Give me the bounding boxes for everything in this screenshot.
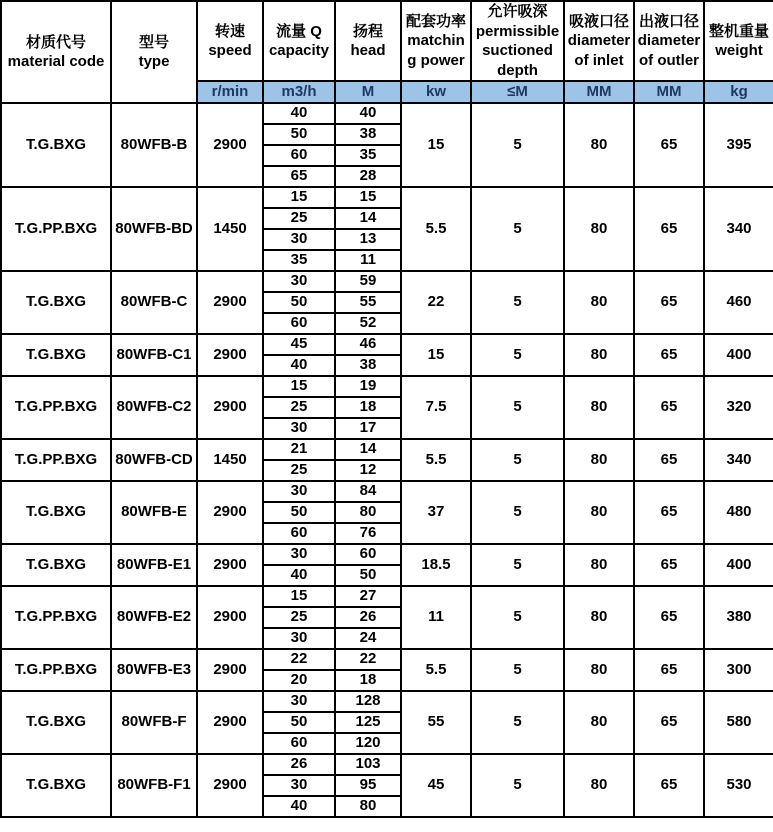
col-header-power	[401, 1, 471, 81]
cell-material-code: T.G.PP.BXG	[1, 439, 111, 481]
cell-head: 38	[335, 355, 401, 376]
col-header-capacity	[263, 1, 335, 81]
table-header	[1, 1, 773, 103]
cell-capacity: 25	[263, 607, 335, 628]
cell-weight: 480	[704, 481, 773, 544]
cell-inlet-diameter: 80	[564, 103, 634, 187]
cell-type: 80WFB-F1	[111, 754, 197, 817]
cell-outlet-diameter: 65	[634, 103, 704, 187]
col-header-material-cn: 材质代号	[25, 33, 86, 51]
col-header-weight-cn: 整机重量	[708, 22, 769, 40]
cell-material-code: T.G.BXG	[1, 103, 111, 187]
col-header-inlet	[564, 1, 634, 81]
col-header-weight-en: weight	[715, 42, 763, 59]
unit-capacity: m3/h	[263, 81, 335, 103]
table-row	[1, 649, 773, 670]
col-header-head-cn: 扬程	[352, 22, 383, 40]
cell-head: 26	[335, 607, 401, 628]
cell-matching-power: 45	[401, 754, 471, 817]
unit-outlet: MM	[634, 81, 704, 103]
cell-head: 22	[335, 649, 401, 670]
col-header-depth-en: permissible suctioned depth	[475, 22, 560, 79]
col-header-power-en: matching power	[407, 32, 465, 69]
cell-weight: 460	[704, 271, 773, 334]
cell-head: 14	[335, 208, 401, 229]
cell-speed: 1450	[197, 187, 263, 271]
cell-suction-depth: 5	[471, 103, 564, 187]
cell-capacity: 30	[263, 691, 335, 712]
table-row	[1, 544, 773, 565]
cell-head: 52	[335, 313, 401, 334]
cell-outlet-diameter: 65	[634, 187, 704, 271]
col-header-depth	[471, 1, 564, 81]
table-row	[1, 481, 773, 502]
col-header-power-cn: 配套功率	[405, 12, 466, 30]
cell-head: 84	[335, 481, 401, 502]
cell-matching-power: 37	[401, 481, 471, 544]
cell-head: 35	[335, 145, 401, 166]
cell-capacity: 60	[263, 733, 335, 754]
cell-matching-power: 7.5	[401, 376, 471, 439]
cell-suction-depth: 5	[471, 187, 564, 271]
cell-suction-depth: 5	[471, 649, 564, 691]
cell-matching-power: 5.5	[401, 187, 471, 271]
cell-weight: 530	[704, 754, 773, 817]
cell-outlet-diameter: 65	[634, 544, 704, 586]
cell-material-code: T.G.BXG	[1, 271, 111, 334]
cell-speed: 2900	[197, 754, 263, 817]
cell-matching-power: 5.5	[401, 649, 471, 691]
cell-matching-power: 22	[401, 271, 471, 334]
cell-head: 24	[335, 628, 401, 649]
table-row	[1, 103, 773, 124]
col-header-type-cn: 型号	[138, 33, 169, 51]
cell-speed: 2900	[197, 649, 263, 691]
cell-weight: 395	[704, 103, 773, 187]
cell-head: 18	[335, 397, 401, 418]
cell-capacity: 30	[263, 775, 335, 796]
cell-outlet-diameter: 65	[634, 439, 704, 481]
cell-head: 13	[335, 229, 401, 250]
cell-material-code: T.G.PP.BXG	[1, 187, 111, 271]
cell-suction-depth: 5	[471, 691, 564, 754]
cell-head: 12	[335, 460, 401, 481]
cell-capacity: 50	[263, 502, 335, 523]
cell-type: 80WFB-C1	[111, 334, 197, 376]
cell-matching-power: 15	[401, 103, 471, 187]
cell-suction-depth: 5	[471, 586, 564, 649]
cell-material-code: T.G.PP.BXG	[1, 376, 111, 439]
cell-type: 80WFB-F	[111, 691, 197, 754]
cell-inlet-diameter: 80	[564, 544, 634, 586]
cell-head: 103	[335, 754, 401, 775]
cell-head: 11	[335, 250, 401, 271]
cell-capacity: 40	[263, 565, 335, 586]
cell-type: 80WFB-BD	[111, 187, 197, 271]
cell-type: 80WFB-CD	[111, 439, 197, 481]
cell-capacity: 50	[263, 124, 335, 145]
cell-outlet-diameter: 65	[634, 754, 704, 817]
col-header-type	[111, 1, 197, 103]
cell-type: 80WFB-E1	[111, 544, 197, 586]
col-header-outlet-cn: 出液口径	[638, 12, 699, 30]
col-header-inlet-cn: 吸液口径	[568, 12, 629, 30]
cell-suction-depth: 5	[471, 376, 564, 439]
cell-head: 125	[335, 712, 401, 733]
table-row	[1, 271, 773, 292]
cell-head: 19	[335, 376, 401, 397]
cell-head: 120	[335, 733, 401, 754]
cell-head: 128	[335, 691, 401, 712]
cell-suction-depth: 5	[471, 271, 564, 334]
col-header-weight	[704, 1, 773, 81]
cell-capacity: 20	[263, 670, 335, 691]
cell-matching-power: 11	[401, 586, 471, 649]
cell-capacity: 25	[263, 460, 335, 481]
cell-speed: 2900	[197, 481, 263, 544]
cell-weight: 340	[704, 439, 773, 481]
cell-outlet-diameter: 65	[634, 691, 704, 754]
cell-inlet-diameter: 80	[564, 649, 634, 691]
cell-outlet-diameter: 65	[634, 586, 704, 649]
cell-capacity: 30	[263, 481, 335, 502]
col-header-speed-en: speed	[208, 42, 252, 59]
cell-capacity: 45	[263, 334, 335, 355]
col-header-material-en: material code	[7, 53, 105, 70]
cell-head: 28	[335, 166, 401, 187]
cell-matching-power: 55	[401, 691, 471, 754]
cell-type: 80WFB-E2	[111, 586, 197, 649]
cell-speed: 2900	[197, 376, 263, 439]
cell-head: 18	[335, 670, 401, 691]
cell-capacity: 30	[263, 418, 335, 439]
cell-head: 95	[335, 775, 401, 796]
cell-capacity: 30	[263, 271, 335, 292]
cell-head: 15	[335, 187, 401, 208]
cell-matching-power: 15	[401, 334, 471, 376]
cell-outlet-diameter: 65	[634, 271, 704, 334]
cell-weight: 400	[704, 544, 773, 586]
cell-capacity: 35	[263, 250, 335, 271]
cell-head: 27	[335, 586, 401, 607]
cell-head: 38	[335, 124, 401, 145]
cell-weight: 300	[704, 649, 773, 691]
cell-inlet-diameter: 80	[564, 586, 634, 649]
cell-type: 80WFB-B	[111, 103, 197, 187]
cell-head: 55	[335, 292, 401, 313]
cell-outlet-diameter: 65	[634, 376, 704, 439]
cell-speed: 2900	[197, 691, 263, 754]
col-header-capacity-en: capacity	[268, 42, 330, 59]
cell-suction-depth: 5	[471, 439, 564, 481]
cell-capacity: 30	[263, 628, 335, 649]
cell-suction-depth: 5	[471, 334, 564, 376]
cell-weight: 400	[704, 334, 773, 376]
table-row	[1, 439, 773, 460]
cell-head: 80	[335, 796, 401, 817]
cell-material-code: T.G.PP.BXG	[1, 586, 111, 649]
cell-speed: 2900	[197, 271, 263, 334]
cell-capacity: 50	[263, 712, 335, 733]
cell-capacity: 25	[263, 397, 335, 418]
table-row	[1, 586, 773, 607]
cell-capacity: 40	[263, 103, 335, 124]
table-row	[1, 334, 773, 355]
spec-table-body	[1, 103, 773, 817]
cell-capacity: 40	[263, 796, 335, 817]
col-header-head	[335, 1, 401, 81]
col-header-capacity-cn: 流量 Q	[276, 22, 322, 40]
cell-capacity: 30	[263, 229, 335, 250]
cell-head: 46	[335, 334, 401, 355]
cell-material-code: T.G.BXG	[1, 334, 111, 376]
cell-head: 50	[335, 565, 401, 586]
col-header-material	[1, 1, 111, 103]
cell-inlet-diameter: 80	[564, 691, 634, 754]
cell-speed: 2900	[197, 586, 263, 649]
cell-type: 80WFB-C	[111, 271, 197, 334]
cell-matching-power: 5.5	[401, 439, 471, 481]
cell-outlet-diameter: 65	[634, 334, 704, 376]
cell-head: 80	[335, 502, 401, 523]
cell-type: 80WFB-E3	[111, 649, 197, 691]
col-header-outlet	[634, 1, 704, 81]
cell-inlet-diameter: 80	[564, 754, 634, 817]
cell-inlet-diameter: 80	[564, 187, 634, 271]
col-header-speed-cn: 转速	[214, 22, 245, 40]
cell-capacity: 60	[263, 145, 335, 166]
table-row	[1, 376, 773, 397]
cell-capacity: 65	[263, 166, 335, 187]
table-row	[1, 691, 773, 712]
cell-speed: 2900	[197, 103, 263, 187]
cell-weight: 580	[704, 691, 773, 754]
cell-head: 76	[335, 523, 401, 544]
unit-power: kw	[401, 81, 471, 103]
cell-inlet-diameter: 80	[564, 334, 634, 376]
cell-capacity: 60	[263, 313, 335, 334]
cell-type: 80WFB-C2	[111, 376, 197, 439]
cell-head: 40	[335, 103, 401, 124]
cell-capacity: 60	[263, 523, 335, 544]
col-header-inlet-en: diameter of inlet	[567, 32, 631, 69]
cell-capacity: 25	[263, 208, 335, 229]
unit-weight: kg	[704, 81, 773, 103]
cell-head: 14	[335, 439, 401, 460]
cell-material-code: T.G.BXG	[1, 691, 111, 754]
cell-capacity: 15	[263, 187, 335, 208]
cell-weight: 340	[704, 187, 773, 271]
table-row	[1, 187, 773, 208]
cell-inlet-diameter: 80	[564, 439, 634, 481]
unit-inlet: MM	[564, 81, 634, 103]
cell-capacity: 15	[263, 376, 335, 397]
cell-weight: 320	[704, 376, 773, 439]
cell-head: 17	[335, 418, 401, 439]
cell-speed: 2900	[197, 334, 263, 376]
cell-capacity: 15	[263, 586, 335, 607]
cell-material-code: T.G.PP.BXG	[1, 649, 111, 691]
cell-material-code: T.G.BXG	[1, 481, 111, 544]
col-header-head-en: head	[350, 42, 386, 59]
unit-speed: r/min	[197, 81, 263, 103]
cell-capacity: 50	[263, 292, 335, 313]
cell-inlet-diameter: 80	[564, 271, 634, 334]
cell-speed: 2900	[197, 544, 263, 586]
cell-head: 60	[335, 544, 401, 565]
cell-outlet-diameter: 65	[634, 649, 704, 691]
col-header-outlet-en: diameter of outler	[637, 32, 701, 69]
header-label-row	[1, 1, 773, 81]
cell-inlet-diameter: 80	[564, 481, 634, 544]
cell-capacity: 21	[263, 439, 335, 460]
cell-capacity: 26	[263, 754, 335, 775]
cell-suction-depth: 5	[471, 481, 564, 544]
cell-material-code: T.G.BXG	[1, 754, 111, 817]
cell-outlet-diameter: 65	[634, 481, 704, 544]
col-header-type-en: type	[138, 53, 170, 70]
cell-matching-power: 18.5	[401, 544, 471, 586]
cell-speed: 1450	[197, 439, 263, 481]
cell-suction-depth: 5	[471, 754, 564, 817]
col-header-speed	[197, 1, 263, 81]
unit-head: M	[335, 81, 401, 103]
cell-capacity: 22	[263, 649, 335, 670]
cell-material-code: T.G.BXG	[1, 544, 111, 586]
col-header-depth-cn: 允许吸深	[487, 3, 548, 20]
cell-weight: 380	[704, 586, 773, 649]
cell-capacity: 30	[263, 544, 335, 565]
cell-head: 59	[335, 271, 401, 292]
cell-suction-depth: 5	[471, 544, 564, 586]
cell-capacity: 40	[263, 355, 335, 376]
unit-depth: ≤M	[471, 81, 564, 103]
cell-inlet-diameter: 80	[564, 376, 634, 439]
table-row	[1, 754, 773, 775]
cell-type: 80WFB-E	[111, 481, 197, 544]
